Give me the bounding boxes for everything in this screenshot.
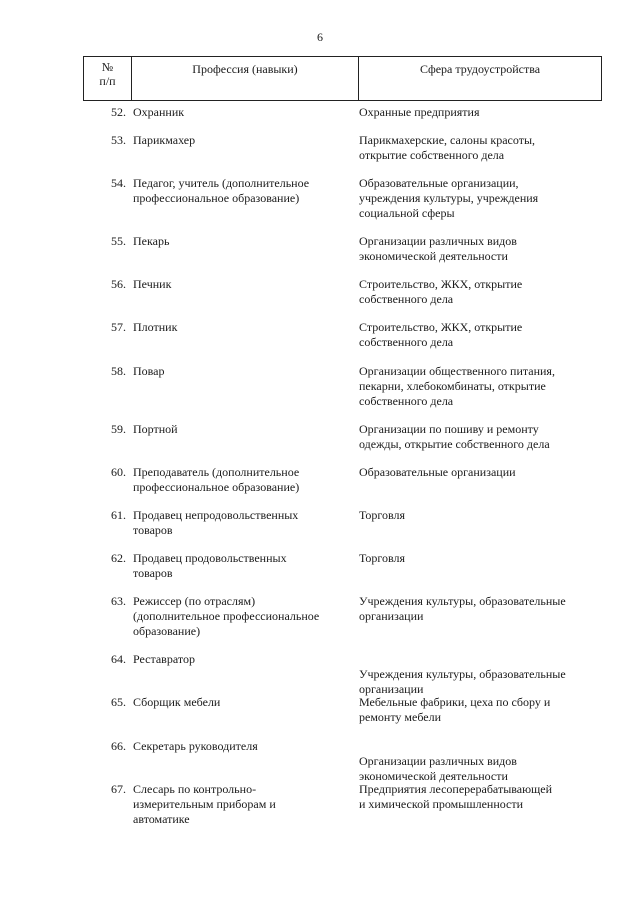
row-sphere: Мебельные фабрики, цеха по сбору и ремонту мебели (359, 695, 551, 724)
table-row (83, 320, 602, 350)
page-number: 6 (317, 30, 323, 44)
table-row (83, 277, 602, 307)
row-number: 61. (111, 508, 126, 522)
row-sphere: Организации общественного питания, пекарни, хлебокомбинаты, открытие собственного дела (359, 364, 555, 408)
table-row (83, 652, 602, 697)
row-profession: Пекарь (133, 234, 170, 248)
row-profession: Повар (133, 364, 165, 378)
row-profession: Продавец непродовольственных товаров (133, 508, 299, 537)
row-sphere: Организации различных видов экономической деятельности (359, 754, 517, 783)
table-header (83, 56, 602, 101)
header-number: № п/п (84, 57, 132, 100)
table-row (83, 133, 602, 163)
row-sphere: Организации по пошиву и ремонту одежды, открытие собственного дела (359, 422, 550, 451)
row-number: 52. (111, 105, 126, 119)
row-number: 66. (111, 739, 126, 753)
row-number: 60. (111, 465, 126, 479)
table-row (83, 465, 602, 495)
row-profession: Секретарь руководителя (133, 739, 258, 753)
row-number: 53. (111, 133, 126, 147)
table-row (83, 176, 602, 221)
row-number: 56. (111, 277, 126, 291)
table-row (83, 422, 602, 452)
row-number: 62. (111, 551, 126, 565)
row-sphere: Охранные предприятия (359, 105, 480, 119)
row-number: 64. (111, 652, 126, 666)
header-profession: Профессия (навыки) (132, 57, 359, 100)
row-number: 59. (111, 422, 126, 436)
row-sphere: Строительство, ЖКХ, открытие собственного дела (359, 277, 523, 306)
table-row (83, 105, 602, 120)
row-sphere: Торговля (359, 551, 406, 565)
row-sphere: Предприятия лесоперерабатывающей и химической промышленности (359, 782, 553, 811)
row-sphere: Учреждения культуры, образовательные организации (359, 667, 566, 696)
row-number: 57. (111, 320, 126, 334)
row-sphere: Парикмахерские, салоны красоты, открытие собственного дела (359, 133, 536, 162)
row-profession: Печник (133, 277, 172, 291)
table-row (83, 739, 602, 784)
row-number: 58. (111, 364, 126, 378)
row-profession: Портной (133, 422, 178, 436)
row-sphere: Учреждения культуры, образовательные организации (359, 594, 566, 623)
row-profession: Слесарь по контрольно- измерительным приборам и автоматике (133, 782, 276, 826)
header-sphere: Сфера трудоустройства (419, 62, 541, 76)
row-sphere: Организации различных видов экономической деятельности (359, 234, 517, 263)
table-row (83, 594, 602, 639)
row-profession: Режиссер (по отраслям) (дополнительное профессиональное образование) (133, 594, 320, 638)
row-profession: Педагог, учитель (дополнительное профессиональное образование) (133, 176, 310, 205)
row-number: 67. (111, 782, 126, 796)
row-sphere: Образовательные организации, учреждения культуры, учреждения социальной сферы (359, 176, 539, 220)
row-number: 55. (111, 234, 126, 248)
row-profession: Охранник (133, 105, 185, 119)
row-sphere: Образовательные организации (359, 465, 516, 479)
row-number: 63. (111, 594, 126, 608)
row-profession: Плотник (133, 320, 178, 334)
table-row (83, 508, 602, 538)
row-number: 54. (111, 176, 126, 190)
row-profession: Парикмахер (133, 133, 196, 147)
row-profession: Продавец продовольственных товаров (133, 551, 287, 580)
row-sphere: Торговля (359, 508, 406, 522)
table-row (83, 695, 602, 725)
row-sphere: Строительство, ЖКХ, открытие собственного дела (359, 320, 523, 349)
row-number: 65. (111, 695, 126, 709)
row-profession: Реставратор (133, 652, 195, 666)
table-row (83, 782, 602, 827)
table-row (83, 551, 602, 581)
row-profession: Сборщик мебели (133, 695, 221, 709)
table-row (83, 364, 602, 409)
row-profession: Преподаватель (дополнительное профессиональное образование) (133, 465, 300, 494)
table-row (83, 234, 602, 264)
